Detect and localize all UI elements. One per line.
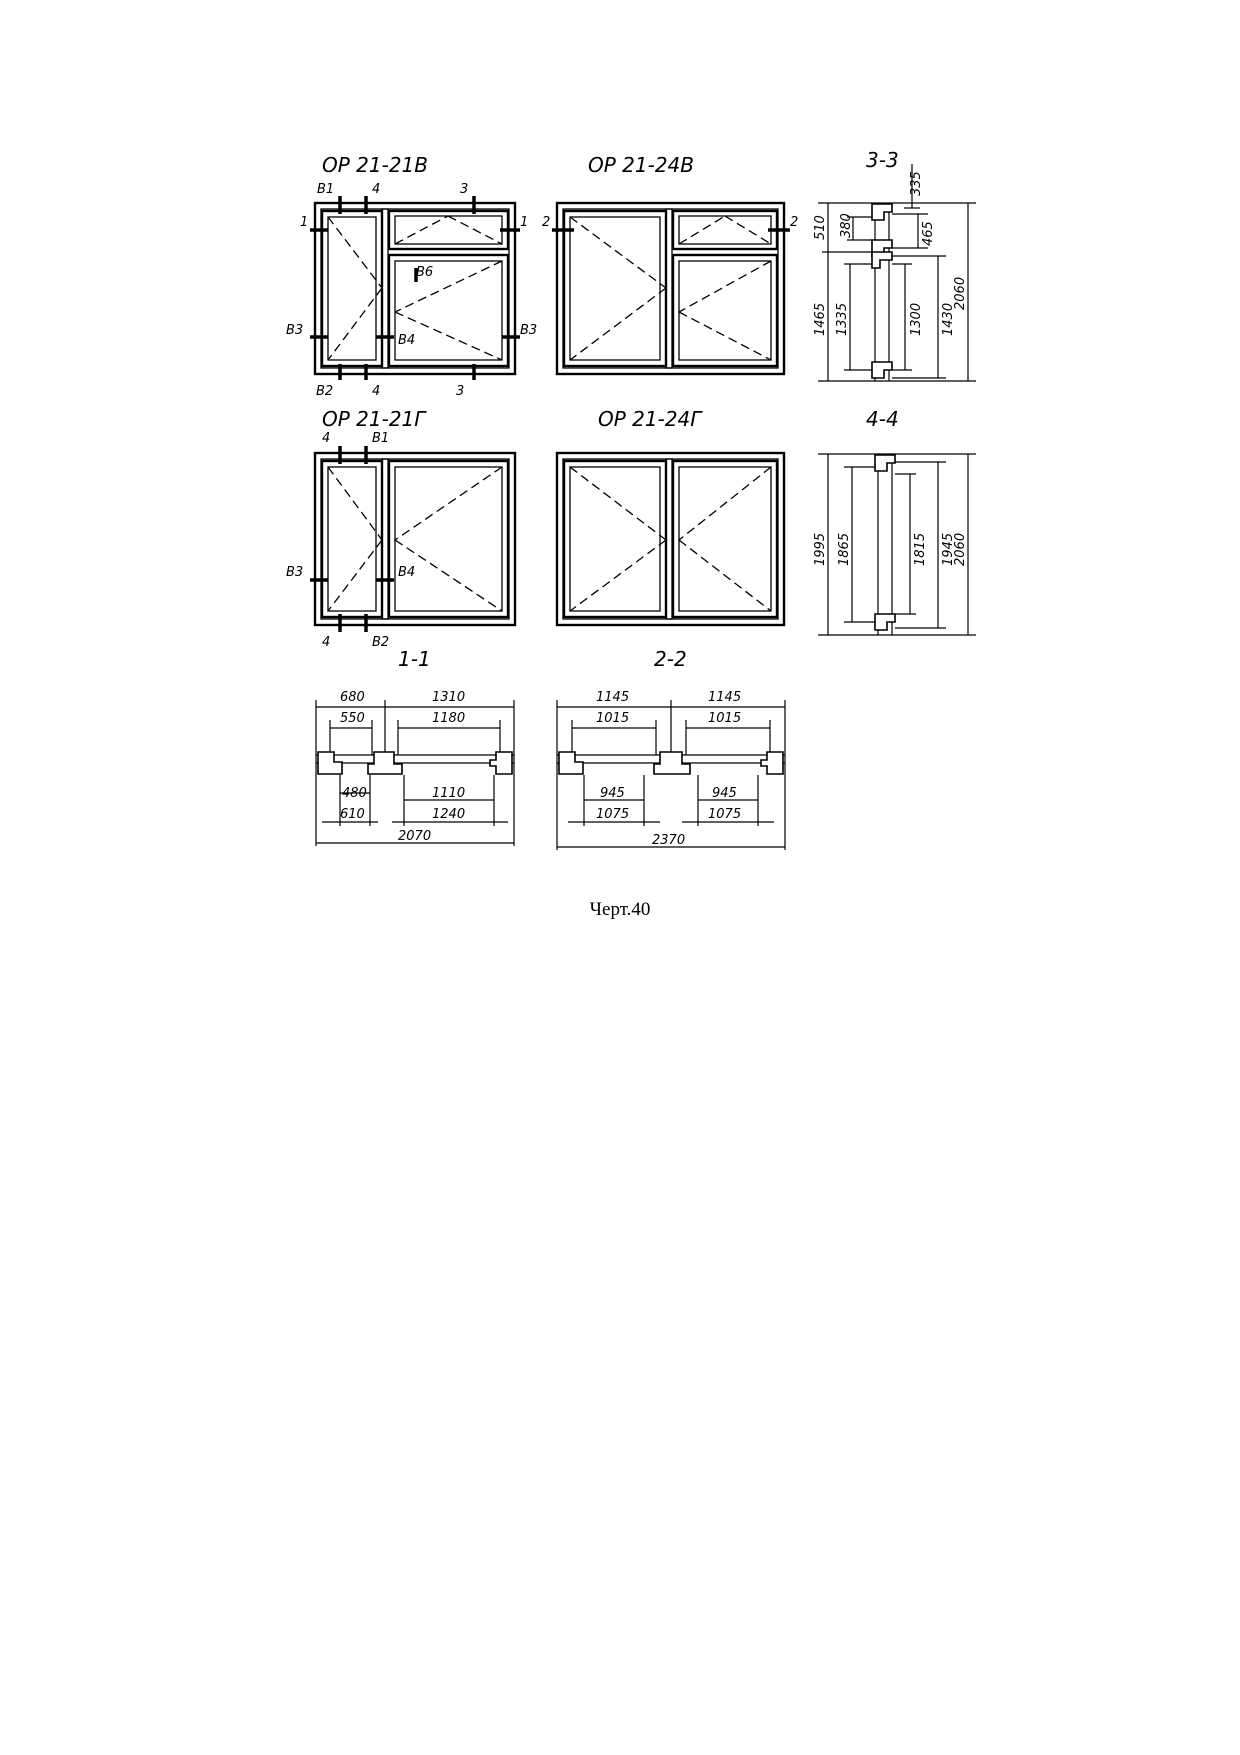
title-or-21-24g: ОР 21-24Г — [598, 407, 702, 431]
dim-1465: 1465 — [813, 302, 828, 336]
dim-1015: 1015 — [596, 711, 630, 726]
figure-caption: Черт.40 — [589, 899, 651, 920]
dim-945: 945 — [600, 786, 625, 801]
dim-380: 380 — [839, 213, 854, 238]
title-section-1-1: 1-1 — [398, 647, 431, 671]
mark-1: 1 — [520, 215, 529, 230]
dim-2060: 2060 — [953, 532, 968, 566]
mark-2: 2 — [790, 215, 799, 230]
mark-b2: В2 — [316, 384, 334, 399]
dim-1240: 1240 — [432, 807, 466, 822]
mark-3: 3 — [460, 182, 469, 197]
title-or-21-21v: ОР 21-21В — [322, 153, 428, 177]
section-3-3 — [813, 148, 976, 381]
mark-b2: В2 — [372, 635, 390, 650]
mark-b4: В4 — [398, 565, 416, 580]
window-or-21-21v — [286, 153, 537, 399]
dim-1945: 1945 — [941, 532, 956, 566]
title-section-3-3: 3-3 — [866, 148, 899, 172]
dim-1335: 1335 — [835, 302, 850, 336]
mark-b6: В6 — [416, 265, 434, 280]
section-2-2 — [557, 647, 785, 850]
window-or-21-24v — [542, 153, 798, 374]
dim-2070: 2070 — [398, 829, 432, 844]
dim-480: 480 — [342, 786, 367, 801]
mark-b3: В3 — [286, 323, 304, 338]
window-or-21-21g — [286, 407, 515, 650]
dim-465: 465 — [921, 221, 936, 246]
dim-1430: 1430 — [941, 302, 956, 336]
mark-4: 4 — [372, 182, 381, 197]
mark-b1: В1 — [317, 182, 335, 197]
section-1-1 — [316, 647, 514, 846]
mark-1: 1 — [300, 215, 309, 230]
mark-b1: В1 — [372, 431, 390, 446]
window-or-21-24g — [557, 407, 784, 625]
mark-3: 3 — [456, 384, 465, 399]
dim-1075: 1075 — [708, 807, 742, 822]
dim-2370: 2370 — [652, 833, 686, 848]
dim-1300: 1300 — [909, 302, 924, 336]
dim-2060: 2060 — [953, 276, 968, 310]
dim-1865: 1865 — [837, 532, 852, 566]
dim-610: 610 — [340, 807, 365, 822]
section-4-4 — [813, 407, 976, 635]
dim-1075: 1075 — [596, 807, 630, 822]
dim-335: 335 — [909, 171, 924, 196]
mark-4: 4 — [322, 635, 331, 650]
dim-1015: 1015 — [708, 711, 742, 726]
dim-1180: 1180 — [432, 711, 466, 726]
dim-510: 510 — [813, 215, 828, 240]
title-section-4-4: 4-4 — [866, 407, 899, 431]
dim-1145: 1145 — [708, 690, 742, 705]
dim-680: 680 — [340, 690, 365, 705]
mark-4: 4 — [372, 384, 381, 399]
dim-945: 945 — [712, 786, 737, 801]
dim-1310: 1310 — [432, 690, 466, 705]
dim-1110: 1110 — [432, 786, 466, 801]
mark-2: 2 — [542, 215, 551, 230]
mark-b3: В3 — [520, 323, 538, 338]
dim-550: 550 — [340, 711, 365, 726]
dim-1815: 1815 — [913, 532, 928, 566]
mark-b4: В4 — [398, 333, 416, 348]
title-section-2-2: 2-2 — [654, 647, 687, 671]
mark-b3: В3 — [286, 565, 304, 580]
mark-4: 4 — [322, 431, 331, 446]
title-or-21-24v: ОР 21-24В — [588, 153, 694, 177]
title-or-21-21g: ОР 21-21Г — [322, 407, 426, 431]
dim-1145: 1145 — [596, 690, 630, 705]
dim-1995: 1995 — [813, 532, 828, 566]
